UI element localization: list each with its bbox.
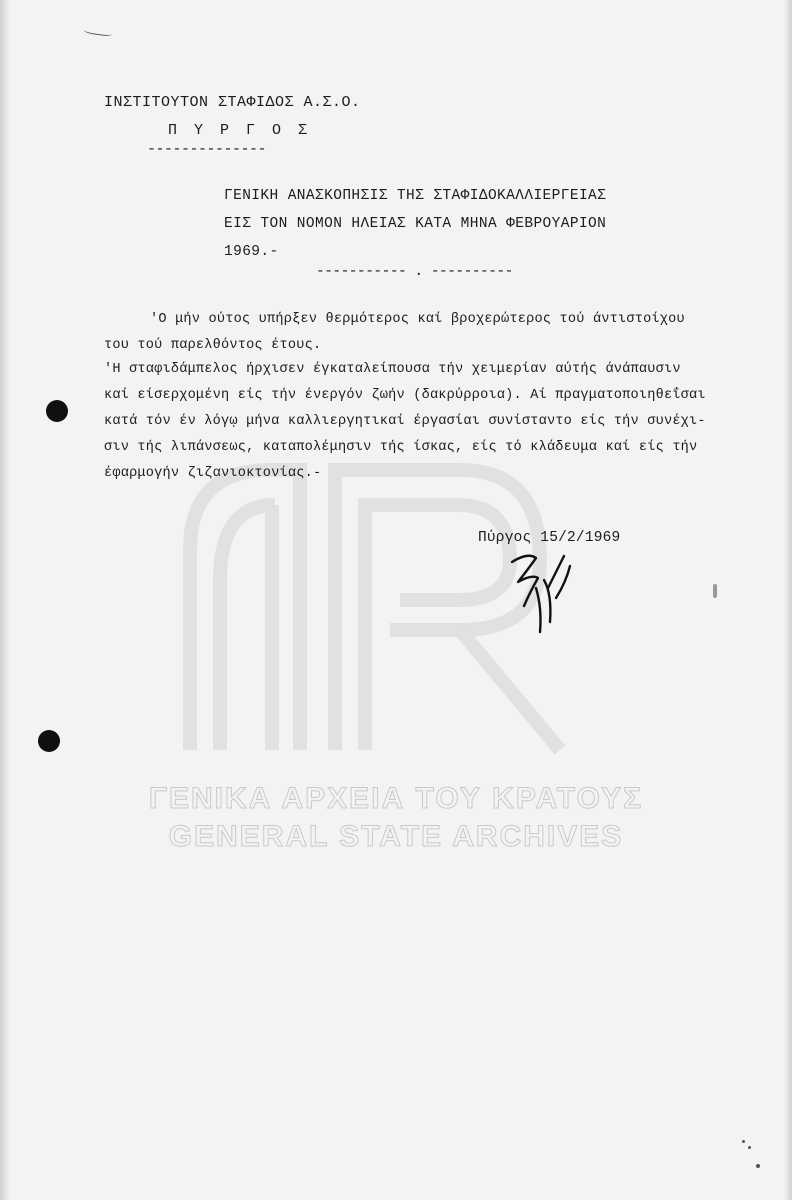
scan-speck	[713, 584, 717, 598]
punch-hole-icon	[46, 400, 68, 422]
scan-speck	[748, 1146, 751, 1149]
body-line: καί είσερχομένη είς τήν ένεργόν ζωήν (δακρύρροια). Αί πραγματοποιηθεΐσαι	[104, 388, 706, 403]
pen-mark	[84, 26, 113, 37]
title-separator: ----------- . ----------	[316, 264, 513, 280]
place-and-date: Πύργος 15/2/1969	[478, 530, 621, 546]
report-title-line-2: ΕΙΣ ΤΟΝ ΝΟΜΟΝ ΗΛΕΙΑΣ ΚΑΤΑ ΜΗΝΑ ΦΕΒΡΟΥΑΡΙΟΝ	[224, 216, 607, 232]
body-line: 'Η σταφιδάμπελος ήρχισεν έγκαταλείπουσα τήν χειμερίαν αύτής άνάπαυσιν	[104, 362, 681, 377]
punch-hole-icon	[38, 730, 60, 752]
scan-speck	[756, 1164, 760, 1168]
body-line: κατά τόν έν λόγῳ μήνα καλλιεργητικαί έργασίαι συνίσταντο είς τήν συνέχι-	[104, 414, 706, 429]
organization-name: ΙΝΣΤΙΤΟΥΤΟΝ ΣΤΑΦΙΔΟΣ Α.Σ.Ο.	[104, 94, 361, 111]
page-edge-shadow-right	[784, 0, 792, 1200]
body-line: σιν τής λιπάνσεως, καταπολέμησιν τής ίσκας, είς τό κλάδευμα καί είς τήν	[104, 440, 698, 455]
city-name: Π Υ Ρ Γ Ο Σ	[168, 122, 312, 139]
handwritten-signature	[506, 548, 586, 638]
scan-speck	[742, 1140, 745, 1143]
header-underline: --------------	[147, 141, 267, 158]
body-line: του τού παρελθόντος έτους.	[104, 338, 322, 353]
watermark-english: GENERAL STATE ARCHIVES	[168, 820, 624, 853]
body-line: έφαρμογήν ζιζανιοκτονίας.-	[104, 466, 322, 481]
page-edge-shadow-left	[0, 0, 10, 1200]
body-line: 'Ο μήν ούτος υπήρξεν θερμότερος καί βροχερώτερος τού άντιστοίχου	[150, 312, 685, 327]
watermark-greek: ΓΕΝΙΚΑ ΑΡΧΕΙΑ ΤΟΥ ΚΡΑΤΟΥΣ	[148, 782, 644, 815]
report-title-line-1: ΓΕΝΙΚΗ ΑΝΑΣΚΟΠΗΣΙΣ ΤΗΣ ΣΤΑΦΙΔΟΚΑΛΛΙΕΡΓΕΙΑΣ	[224, 188, 607, 204]
report-title-line-3: 1969.-	[224, 244, 279, 260]
